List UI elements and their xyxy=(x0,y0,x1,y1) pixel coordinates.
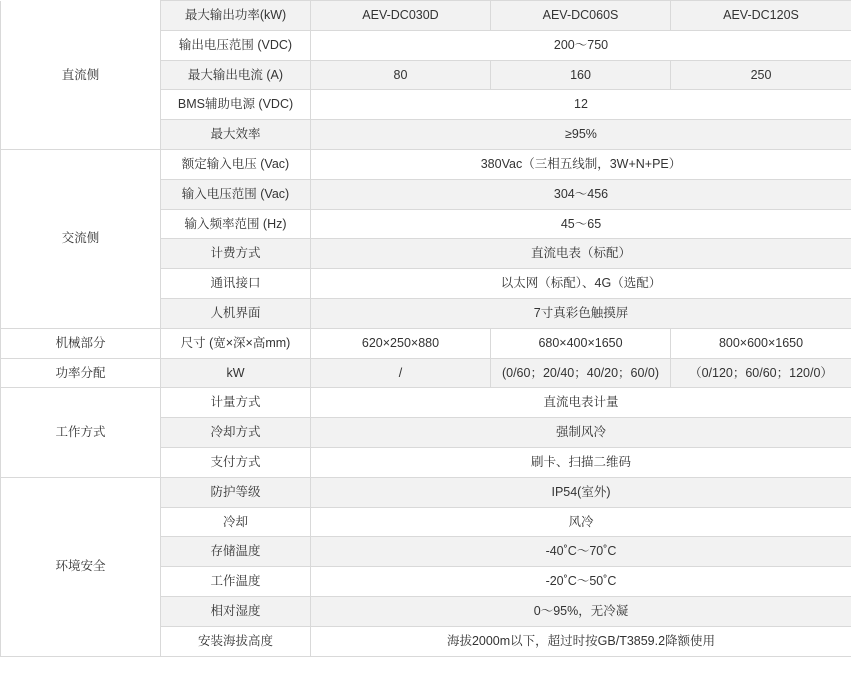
row-value-cell: -20˚C～50˚C xyxy=(311,567,851,597)
row-value-cell: 620×250×880 xyxy=(311,328,491,358)
row-value-cell: 380Vac（三相五线制，3W+N+PE） xyxy=(311,149,851,179)
row-value-cell: 160 xyxy=(491,60,671,90)
row-parameter-label: 安装海拔高度 xyxy=(161,626,311,656)
row-value-cell: 直流电表计量 xyxy=(311,388,851,418)
row-group-label: 功率分配 xyxy=(1,358,161,388)
row-parameter-label: 最大输出电流 (A) xyxy=(161,60,311,90)
row-parameter-label: 通讯接口 xyxy=(161,269,311,299)
row-group-label: 机械部分 xyxy=(1,328,161,358)
row-group-label: 环境安全 xyxy=(1,477,161,656)
row-parameter-label: 最大效率 xyxy=(161,120,311,150)
row-parameter-label: 输出电压范围 (VDC) xyxy=(161,30,311,60)
row-value-cell: 强制风冷 xyxy=(311,418,851,448)
row-parameter-label: 支付方式 xyxy=(161,447,311,477)
row-value-cell: 200～750 xyxy=(311,30,851,60)
row-value-cell: IP54(室外) xyxy=(311,477,851,507)
row-parameter-label: 防护等级 xyxy=(161,477,311,507)
row-value-cell: 680×400×1650 xyxy=(491,328,671,358)
row-value-cell: AEV-DC120S xyxy=(671,1,851,31)
row-parameter-label: 额定输入电压 (Vac) xyxy=(161,149,311,179)
row-value-cell: AEV-DC060S xyxy=(491,1,671,31)
row-parameter-label: 冷却方式 xyxy=(161,418,311,448)
row-value-cell: -40˚C～70˚C xyxy=(311,537,851,567)
table-row xyxy=(1,328,851,358)
row-parameter-label: BMS辅助电源 (VDC) xyxy=(161,90,311,120)
row-value-cell: 以太网（标配）、4G（选配） xyxy=(311,269,851,299)
table-row xyxy=(1,388,851,418)
row-value-cell: 风冷 xyxy=(311,507,851,537)
row-value-cell: 海拔2000m以下，超过时按GB/T3859.2降额使用 xyxy=(311,626,851,656)
row-parameter-label: 人机界面 xyxy=(161,298,311,328)
row-value-cell: / xyxy=(311,358,491,388)
row-parameter-label: kW xyxy=(161,358,311,388)
specification-table-body xyxy=(1,1,851,657)
table-row xyxy=(1,149,851,179)
row-group-label: 直流侧 xyxy=(1,1,161,150)
row-group-label: 交流侧 xyxy=(1,149,161,328)
row-parameter-label: 工作温度 xyxy=(161,567,311,597)
row-parameter-label: 计费方式 xyxy=(161,239,311,269)
row-value-cell: 304～456 xyxy=(311,179,851,209)
table-row xyxy=(1,358,851,388)
row-value-cell: 80 xyxy=(311,60,491,90)
table-row xyxy=(1,477,851,507)
row-value-cell: ≥95% xyxy=(311,120,851,150)
row-parameter-label: 尺寸 (宽×深×高mm) xyxy=(161,328,311,358)
row-value-cell: 12 xyxy=(311,90,851,120)
row-value-cell: 800×600×1650 xyxy=(671,328,851,358)
row-parameter-label: 计量方式 xyxy=(161,388,311,418)
row-value-cell: （0/120；60/60；120/0） xyxy=(671,358,851,388)
row-value-cell: AEV-DC030D xyxy=(311,1,491,31)
row-parameter-label: 最大输出功率(kW) xyxy=(161,1,311,31)
row-value-cell: 45～65 xyxy=(311,209,851,239)
row-value-cell: 7寸真彩色触摸屏 xyxy=(311,298,851,328)
row-parameter-label: 相对湿度 xyxy=(161,596,311,626)
row-group-label: 工作方式 xyxy=(1,388,161,477)
row-parameter-label: 输入电压范围 (Vac) xyxy=(161,179,311,209)
row-value-cell: 0～95%，无冷凝 xyxy=(311,596,851,626)
row-parameter-label: 存储温度 xyxy=(161,537,311,567)
row-parameter-label: 输入频率范围 (Hz) xyxy=(161,209,311,239)
row-parameter-label: 冷却 xyxy=(161,507,311,537)
table-row xyxy=(1,1,851,31)
row-value-cell: (0/60；20/40；40/20；60/0) xyxy=(491,358,671,388)
row-value-cell: 250 xyxy=(671,60,851,90)
row-value-cell: 刷卡、扫描二维码 xyxy=(311,447,851,477)
row-value-cell: 直流电表（标配） xyxy=(311,239,851,269)
